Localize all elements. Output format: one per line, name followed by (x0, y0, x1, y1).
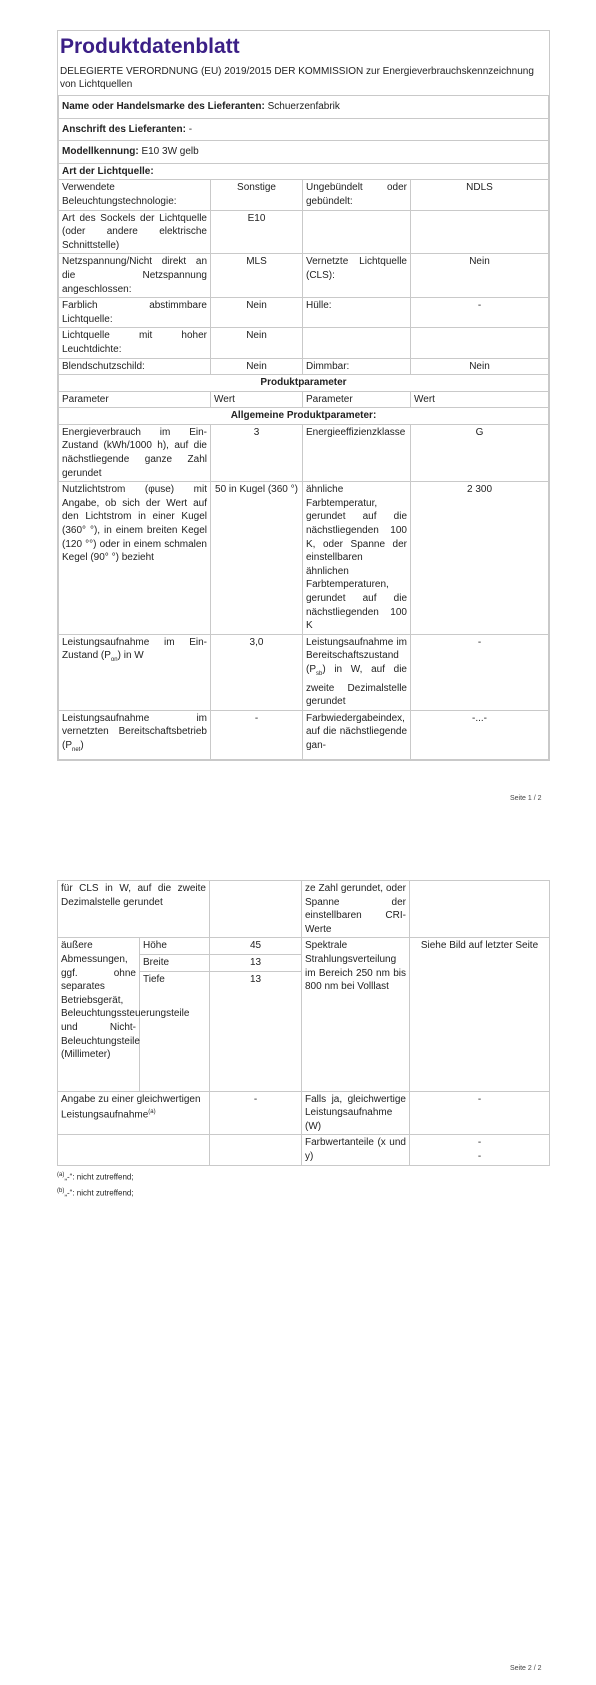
table-row (59, 424, 549, 481)
row-value: Nein (211, 358, 303, 375)
spectral-value: Siehe Bild auf letzter Seite (410, 938, 550, 1091)
dim-value: 45 (210, 938, 302, 955)
model-value: E10 3W gelb (141, 146, 199, 158)
row-value: 50 in Kugel (360 °) (211, 482, 303, 635)
row-label: Nutzlichtstrom (φuse) mit Angabe, ob sich der Wert auf den Lichtstrom in einer Kugel (360° °), in einem breiten Kegel (120 °°) oder in einem schmalen Kegel (90° °) bezieht (59, 482, 211, 635)
general-header-row (59, 408, 549, 425)
page-2-table (57, 880, 550, 1166)
dims-row (58, 938, 550, 955)
row-label (303, 328, 411, 358)
footnote-b: $^{(b)}$„-“: nicht zutreffend; (57, 1188, 134, 1198)
dim-name: Höhe (140, 938, 210, 955)
page-1 (0, 0, 596, 802)
power-net-label: Leistungsaufnahme im vernetzten Bereitschaftsbetrieb $(P_{net})$ (59, 710, 211, 759)
row-label: Lichtquelle mit hoher Leuchtdichte: (59, 328, 211, 358)
power-sb-value: - (411, 634, 549, 710)
row-value (411, 210, 549, 254)
power-net-cont: für CLS in W, auf die zweite Dezimalstelle gerundet (58, 881, 210, 938)
section-header-row (59, 375, 549, 392)
table-row (59, 358, 549, 375)
supplier-label: Name oder Handelsmarke des Lieferanten: (62, 101, 265, 112)
dim-name: Tiefe (140, 971, 210, 1091)
table-row (59, 298, 549, 328)
row-label: Ungebündelt oder gebündelt: (303, 180, 411, 210)
color-value-y: - (477, 1150, 482, 1162)
row-label: ähnliche Farbtemperatur, gerundet auf die nächstliegenden 100 K, oder Spanne der einstellbaren ähnlichen Farbtemperaturen, gerundet auf die nächstliegenden 100 K (303, 482, 411, 635)
table-row (59, 254, 549, 298)
row-value: Nein (411, 358, 549, 375)
table-row (59, 634, 549, 710)
row-label: Vernetzte Lichtquelle (CLS): (303, 254, 411, 298)
row-value: 3 (211, 424, 303, 481)
column-header-param: Parameter (59, 391, 211, 408)
row-value: Nein (211, 298, 303, 328)
row-value: Nein (411, 254, 549, 298)
section-header: Produktparameter (59, 375, 549, 392)
row-label: Energieverbrauch im Ein-Zustand (kWh/1000 h), auf die nächstliegende ganze Zahl gerundet (59, 424, 211, 481)
row-label: Energieeffizienzklasse (303, 424, 411, 481)
equiv-label-2: Falls ja, gleichwertige Leistungsaufnahme (W) (302, 1091, 410, 1135)
color-label: Farbwertanteile (x und y) (302, 1135, 410, 1165)
power-net-value: - (211, 710, 303, 759)
row-label: Dimmbar: (303, 358, 411, 375)
equiv-value-2: - (410, 1091, 550, 1135)
cri-value: -...- (411, 710, 549, 759)
dim-value: 13 (210, 954, 302, 971)
document-subtitle: DELEGIERTE VERORDNUNG (EU) 2019/2015 DER KOMMISSION zur Energieverbrauchskennzeichnung von Lichtquellen (60, 66, 534, 90)
general-header: Allgemeine Produktparameter: (59, 408, 549, 425)
equiv-value: - (210, 1091, 302, 1135)
power-on-label: Leistungsaufnahme im Ein-Zustand $(P_{on})$ in W (59, 634, 211, 710)
page-2 (0, 880, 596, 1685)
page-footer: Seite 2 / 2 (510, 1665, 542, 1672)
address-row (59, 118, 549, 141)
cri-cont: ze Zahl gerundet, oder Spanne der einstellbaren CRI-Werte (302, 881, 410, 938)
row-value: 2 300 (411, 482, 549, 635)
row-value: - (411, 298, 549, 328)
row-label: Farblich abstimmbare Lichtquelle: (59, 298, 211, 328)
row-label: Verwendete Beleuchtungstechnologie: (59, 180, 211, 210)
model-label: Modellkennung: (62, 146, 139, 158)
table-row (59, 210, 549, 254)
table-row (58, 1135, 550, 1165)
cri-label: Farbwiedergabeindex, auf die nächstliegende gan- (303, 710, 411, 759)
power-sb-label: Leistungsaufnahme im Bereitschaftszustand $(P_{sb})$ in W, auf die zweite Dezimalstelle gerundet (303, 634, 411, 710)
address-label: Anschrift des Lieferanten: (62, 123, 186, 135)
address-value: - (188, 123, 193, 135)
color-value-x: - (477, 1137, 482, 1149)
row-label: Art des Sockels der Lichtquelle (oder andere elektrische Schnittstelle) (59, 210, 211, 254)
row-value: E10 (211, 210, 303, 254)
row-value: Nein (211, 328, 303, 358)
supplier-value: Schuerzenfabrik (267, 101, 340, 112)
row-label (303, 210, 411, 254)
power-on-value: 3,0 (211, 634, 303, 710)
row-value: MLS (211, 254, 303, 298)
row-label: Netzspannung/Nicht direkt an die Netzspannung angeschlossen: (59, 254, 211, 298)
table-row (58, 881, 550, 938)
table-row (59, 328, 549, 358)
dim-value: 13 (210, 971, 302, 1091)
row-value: Sonstige (211, 180, 303, 210)
column-header-row (59, 391, 549, 408)
type-header-row (59, 163, 549, 180)
document-title: Produktdatenblatt (60, 35, 240, 58)
model-row (59, 141, 549, 164)
row-value (411, 328, 549, 358)
column-header-param: Parameter (303, 391, 411, 408)
table-row (58, 1091, 550, 1135)
color-value (410, 1135, 550, 1165)
page-1-frame (57, 30, 550, 761)
column-header-value: Wert (211, 391, 303, 408)
row-value: NDLS (411, 180, 549, 210)
footnote-a: $^{(a)}$„-“: nicht zutreffend; (57, 1171, 134, 1182)
supplier-row (59, 96, 549, 119)
table-row (59, 710, 549, 759)
row-label: Hülle: (303, 298, 411, 328)
table-row (59, 180, 549, 210)
type-header: Art der Lichtquelle: (59, 163, 549, 180)
equiv-label: Angabe zu einer gleichwertigen Leistungsaufnahme$^{(a)}$ (58, 1091, 210, 1135)
dims-label: äußere Abmessungen, ggf. ohne separates Betriebsgerät, Beleuchtungssteuerungsteile und Nicht-Beleuchtungsteile (Millimeter) (58, 938, 140, 1091)
spectral-label: Spektrale Strahlungsverteilung im Bereich 250 nm bis 800 nm bei Volllast (302, 938, 410, 1091)
column-header-value: Wert (411, 391, 549, 408)
page-footer: Seite 1 / 2 (510, 795, 542, 802)
table-row (59, 482, 549, 635)
row-label: Blendschutzschild: (59, 358, 211, 375)
dim-name: Breite (140, 954, 210, 971)
row-value: G (411, 424, 549, 481)
